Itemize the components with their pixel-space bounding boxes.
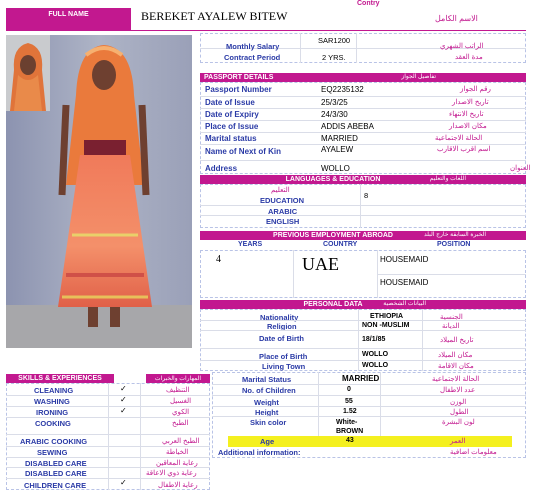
next-of-kin-value: AYALEW (321, 145, 354, 154)
skill-children-care-check: ✓ (120, 478, 127, 487)
marital-status-value: MARRIED (321, 134, 358, 143)
place-of-issue-label: Place of Issue (205, 122, 259, 131)
detail-skin-ar: لون البشرة (442, 419, 475, 426)
skill-ironing-label: IRONING (36, 408, 69, 417)
position-value-1: HOUSEMAID (380, 255, 429, 264)
detail-height-label: Height (255, 408, 279, 417)
personal-data-header (200, 300, 526, 309)
skill-cleaning-label: CLEANING (34, 386, 74, 395)
arabic-label: ARABIC (268, 207, 298, 216)
detail-age-value: 43 (346, 437, 354, 444)
date-of-expiry-ar: تاريخ الانتهاء (449, 111, 484, 118)
skill-ironing-ar: الكوي (172, 409, 190, 416)
skills-title: SKILLS & EXPERIENCES (18, 375, 102, 382)
nationality-ar: الجنسية (440, 314, 463, 321)
education-ar: التعليم (271, 187, 290, 194)
contract-period-value: 2 YRS. (322, 53, 346, 62)
contry-label: Contry (357, 0, 380, 7)
employment-columns (200, 240, 526, 249)
full-name-label: FULL NAME (48, 11, 89, 18)
date-of-birth-ar: تاريخ الميلاد (440, 337, 474, 344)
religion-label: Religion (267, 322, 297, 331)
full-body-photo (6, 35, 192, 348)
skill-children-care-ar: رعاية الاطفال (158, 482, 198, 489)
detail-weight-value: 55 (345, 398, 353, 405)
skill-disabled-care-2-label: DISABLED CARE (25, 469, 87, 478)
skill-sewing-ar: الخياطة (166, 449, 189, 456)
years-value: 4 (216, 254, 221, 265)
detail-weight-ar: الوزن (450, 399, 467, 406)
skill-arabic-cooking-ar: الطبخ العربي (162, 438, 200, 445)
languages-header (200, 175, 526, 184)
detail-weight-label: Weight (254, 398, 279, 407)
detail-children-label: No. of Children (242, 386, 296, 395)
full-name-value: BEREKET AYALEW BITEW (141, 9, 288, 23)
passport-number-ar: رقم الجواز (460, 86, 491, 93)
employment-title: PREVIOUS EMPLOYMENT ABROAD (273, 232, 393, 239)
address-value: WOLLO (321, 164, 350, 173)
english-label: ENGLISH (266, 217, 300, 226)
education-value: 8 (364, 191, 369, 200)
col-years: YEARS (238, 241, 263, 248)
personal-data-title-ar: البيانات الشخصية (383, 301, 426, 307)
employment-title-ar: الخبرة السابقة خارج البلد (424, 232, 486, 238)
skill-washing-label: WASHING (34, 397, 70, 406)
next-of-kin-ar: اسم اقرب الاقارب (437, 146, 491, 153)
date-of-issue-label: Date of Issue (205, 98, 255, 107)
detail-marital-label: Marital Status (242, 375, 292, 384)
nationality-value: ETHIOPIA (370, 313, 404, 320)
monthly-salary-value: SAR1200 (318, 36, 351, 45)
detail-skin-value: White- BROWN (336, 419, 364, 435)
address-label: Address (205, 164, 238, 173)
skill-arabic-cooking-label: ARABIC COOKING (20, 437, 88, 446)
employment-header (200, 231, 526, 240)
date-of-issue-value: 25/3/25 (321, 98, 348, 107)
passport-details-title-ar: تفاصيل الجواز (401, 74, 436, 80)
skill-washing-check: ✓ (120, 395, 127, 404)
languages-title: LANGUAGES & EDUCATION (285, 176, 381, 183)
monthly-salary-label: Monthly Salary (226, 42, 280, 51)
skill-washing-ar: الغسيل (170, 398, 192, 405)
marital-status-ar: الحالة الاجتماعية (435, 135, 483, 142)
nationality-label: Nationality (260, 313, 299, 322)
country-value: UAE (302, 254, 339, 274)
passport-number-label: Passport Number (205, 85, 272, 94)
skill-cleaning-ar: التنظيف (166, 387, 190, 394)
skill-disabled-care-2-ar: رعاية ذوي الاعاقة (146, 470, 197, 477)
full-name-header (6, 8, 131, 30)
skills-title-ar: المهارات والخبرات (154, 376, 202, 382)
place-of-issue-value: ADDIS ABEBA (321, 122, 374, 131)
skills-header-ar (146, 374, 210, 383)
place-of-birth-value: WOLLO (362, 351, 389, 358)
detail-height-value: 1.52 (343, 408, 357, 415)
col-country: COUNTRY (323, 241, 358, 248)
personal-data-title: PERSONAL DATA (303, 301, 363, 308)
address-ar: العنوان (510, 165, 531, 172)
date-of-expiry-label: Date of Expiry (205, 110, 259, 119)
religion-ar: الديانة (442, 323, 460, 330)
monthly-salary-ar: الراتب الشهري (440, 43, 484, 50)
skill-disabled-care-ar: رعاية المعاقين (156, 460, 198, 467)
detail-skin-label: Skin color (250, 418, 287, 427)
position-value-2: HOUSEMAID (380, 278, 429, 287)
skill-children-care-label: CHILDREN CARE (24, 481, 87, 490)
col-position: POSITION (437, 241, 471, 248)
religion-value: NON -MUSLIM (362, 322, 410, 329)
detail-children-ar: عدد الاطفال (440, 387, 476, 394)
date-of-birth-value: 18/1/85 (362, 336, 386, 343)
place-of-birth-label: Place of Birth (259, 352, 308, 361)
marital-status-label: Marital status (205, 134, 257, 143)
detail-height-ar: الطول (450, 409, 469, 416)
living-town-value: WOLLO (362, 362, 389, 369)
place-of-issue-ar: مكان الاصدار (449, 123, 487, 130)
detail-age-ar: العمر (450, 438, 466, 445)
living-town-label: Living Town (262, 362, 306, 371)
detail-age-label: Age (260, 437, 275, 446)
languages-title-ar: اللغات والتعليم (429, 176, 466, 182)
skill-disabled-care-label: DISABLED CARE (25, 459, 87, 468)
contract-period-ar: مدة العقد (455, 54, 483, 61)
detail-marital-value: MARRIED (342, 374, 380, 383)
skills-header (6, 374, 114, 383)
date-of-birth-label: Date of Birth (259, 334, 304, 343)
additional-info-ar: معلومات اضافية (450, 449, 497, 456)
skill-cleaning-check: ✓ (120, 384, 127, 393)
detail-marital-ar: الحالة الاجتماعية (432, 376, 480, 383)
detail-children-value: 0 (347, 386, 351, 393)
passport-details-title: PASSPORT DETAILS (204, 74, 274, 81)
skill-cooking-label: COOKING (35, 419, 71, 428)
skill-ironing-check: ✓ (120, 406, 127, 415)
passport-number-value: EQ2235132 (321, 85, 364, 94)
full-name-ar: الاسم الكامل (435, 14, 478, 23)
date-of-expiry-value: 24/3/30 (321, 110, 348, 119)
passport-details-header (200, 73, 526, 82)
education-label: EDUCATION (260, 196, 305, 205)
date-of-issue-ar: تاريخ الاصدار (452, 99, 489, 106)
full-body-photo-graphic (6, 35, 192, 348)
contract-period-label: Contract Period (224, 53, 281, 62)
next-of-kin-label: Name of Next of Kin (205, 147, 282, 156)
living-town-ar: مكان الاقامة (438, 363, 474, 370)
skill-sewing-label: SEWING (37, 448, 68, 457)
additional-info-label: Additional information: (218, 448, 301, 457)
skill-cooking-ar: الطبخ (172, 420, 189, 427)
place-of-birth-ar: مكان الميلاد (438, 352, 473, 359)
